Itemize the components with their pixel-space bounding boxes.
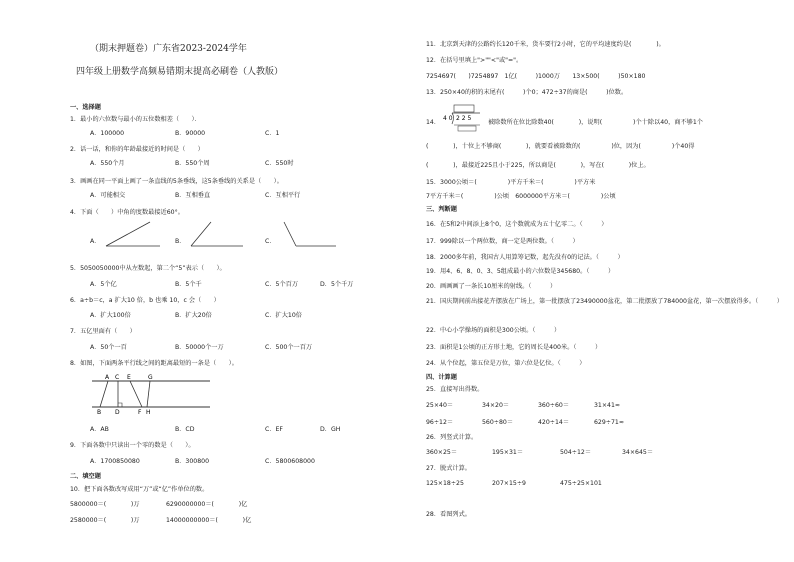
q10-row1-a: 5800000＝( )万: [70, 501, 140, 508]
q8-option-b: B．CD: [175, 426, 195, 433]
calc2-item: 629÷71≈: [594, 419, 625, 426]
section-choice: 一、选择题: [70, 104, 101, 111]
q14-divisor: 4 0: [443, 115, 453, 122]
title-line-2: 四年级上册数学高频易错期末提高必刷卷（人教版）: [76, 67, 284, 77]
q7-option-c: C．500个一百万: [265, 344, 313, 351]
question-11: 11．北京到天津的公路约长120千米，货车要行2小时，它的平均速度约是( )。: [426, 41, 665, 48]
section-calc: 四、计算题: [426, 374, 457, 381]
q1-option-b: B．90000: [175, 130, 206, 137]
question-7: 7．五亿里面有（ ）: [70, 328, 136, 335]
left-column: [70, 0, 390, 562]
q1-option-a: A．100000: [90, 130, 125, 137]
q8-option-a: A．AB: [90, 426, 109, 433]
q5-option-d: D．5个千万: [320, 281, 354, 288]
calc3-item: 34×645＝: [622, 449, 654, 456]
question-4: 4．下面（ ）中角的度数最接近60°。: [70, 209, 184, 216]
calc3-item: 504÷12＝: [560, 449, 592, 456]
q8-parallel-lines-figure: [92, 374, 212, 414]
q4-option-b: B．: [175, 238, 186, 245]
question-13: 13．250×40的积的末尾有( )个0；472÷37的商是( )位数。: [426, 89, 628, 96]
q7-option-a: A．50个一百: [90, 344, 127, 351]
question-2: 2．话一话，和你的年龄最接近的时间是（ ）: [70, 146, 204, 153]
question-10: 10．把下面各数改写成用“万”或“亿”作单位的数。: [70, 486, 209, 493]
question-21: 21．国庆期间前出接花卉摆放在广场上，第一批摆放了23490000盆花，第二批摆放了784000盆花，第一次摆放得多。（ ）: [426, 298, 783, 305]
calc3-item: 360×25＝: [426, 449, 458, 456]
q6-option-a: A．扩大100倍: [90, 312, 131, 319]
calc4-item: 125×18÷25: [426, 480, 464, 487]
question-16: 16．在5和2中间添上8个0，这个数就成为五十亿零二。（ ）: [426, 221, 608, 228]
question-18: 18．2000多年前，我国古人用算筹记数，起先没有0的记法。（ ）: [426, 254, 624, 261]
question-20: 20．画画画了一条长10厘米的射线。（ ）: [426, 283, 557, 290]
q2-option-a: A．550个月: [90, 160, 125, 167]
question-6: 6．a÷b＝c，a 扩大10 倍，b 也乘 10，c 会（ ）: [70, 297, 220, 304]
q10-row1-b: 6290000000＝( )亿: [166, 501, 248, 508]
question-15-a: 15．3000公顷＝( )平方千米＝( )平方米: [426, 179, 596, 186]
question-15-b: 7平方千米＝( )公顷 6000000平方米＝( )公顷: [426, 193, 616, 200]
q4-option-c: C．: [265, 238, 276, 245]
point-e: E: [127, 374, 131, 381]
calc1-item: 25×40＝: [426, 402, 454, 409]
question-28: 28．看图列式。: [426, 511, 471, 518]
point-g: G: [148, 374, 153, 381]
calc3-item: 195×31＝: [492, 449, 524, 456]
calc1-item: 360÷60＝: [538, 402, 570, 409]
question-25: 25．直接写出得数。: [426, 386, 484, 393]
q9-option-c: C．5800608000: [265, 458, 315, 465]
question-19: 19．用4、6、8、0、3、5组成最小的六位数是345680。（ ）: [426, 268, 615, 275]
q3-option-a: A．可能相交: [90, 192, 126, 199]
calc1-item: 34×20＝: [482, 402, 510, 409]
q5-option-c: C．5个百万: [265, 281, 299, 288]
calc1-item: 31×41≈: [594, 402, 621, 409]
question-26: 26．列竖式计算。: [426, 434, 478, 441]
q9-option-b: B．300800: [175, 458, 210, 465]
q2-option-c: C．550时: [265, 160, 294, 167]
q4-angle-b-figure: [187, 218, 247, 250]
q4-angle-c-figure: [278, 218, 338, 250]
calc2-item: 560÷80＝: [482, 419, 514, 426]
q10-row2-a: 2580000＝( )万: [70, 517, 140, 524]
question-27: 27．脱式计算。: [426, 465, 471, 472]
question-8: 8．如图，下面两条平行线之间的距离最短的一条是（ ）。: [70, 360, 238, 367]
q5-option-b: B．5个千: [175, 281, 202, 288]
q4-angle-a-figure: [104, 218, 164, 250]
calc2-item: 420÷14＝: [538, 419, 570, 426]
q1-option-c: C．1: [265, 130, 280, 137]
question-1: 1．最小的六位数与最小的五位数相差（ ）．: [70, 116, 201, 123]
question-9: 9．下面各数中只读出一个零的数是（ ）。: [70, 442, 195, 449]
calc4-item: 475÷25×101: [560, 480, 602, 487]
q14-line-c: ( )，最接近225且小于225，所以商是( )，写在( )位上。: [426, 162, 650, 169]
q4-option-a: A．: [90, 238, 101, 245]
q9-option-a: A．1700850080: [90, 458, 140, 465]
calc2-item: 96÷12＝: [426, 419, 454, 426]
q14-dividend: 2 2 5: [456, 115, 472, 122]
point-h: H: [146, 409, 151, 414]
right-column: [426, 0, 786, 562]
section-fill-blank: 二、填空题: [70, 473, 101, 480]
q8-option-c: C．EF: [265, 426, 283, 433]
question-3: 3．画画在同一平面上画了一条直线的5条垂线，这5条垂线的关系是（ ）。: [70, 178, 283, 185]
q6-option-b: B．扩大20倍: [175, 312, 212, 319]
q14-line-b: ( )，十位上不够商( )，就要看被除数的( )位，因为( )个40得: [426, 143, 695, 150]
point-d: D: [115, 409, 120, 414]
question-24: 24．从个位起，第五位是万位，第六位是亿位。（ ）: [426, 360, 586, 367]
q3-option-b: B．互相垂直: [175, 192, 211, 199]
question-14-number: 14．: [426, 119, 441, 126]
q5-option-a: A．5个亿: [90, 281, 117, 288]
title-line-1: （期末押题卷）广东省2023-2024学年: [90, 44, 247, 54]
calc4-item: 207×15÷9: [492, 480, 526, 487]
q10-row2-b: 14000000000＝( )亿: [166, 517, 252, 524]
q3-option-c: C．互相平行: [265, 192, 301, 199]
point-f: F: [138, 409, 142, 414]
q14-long-division-figure: [442, 104, 486, 132]
q6-option-c: C．扩大10倍: [265, 312, 302, 319]
question-23: 23．面积是1公顷的正方形土地，它的周长是400米。（ ）: [426, 344, 602, 351]
q14-line-a: 被除数所在位比除数40( )，说明( )个十除以40，商不够1个: [488, 119, 703, 126]
question-12: 12．在括号里填上">""<"或"="。: [426, 57, 523, 64]
question-5: 5．5050050000中从左数起，第二个“5”表示（ ）。: [70, 265, 226, 272]
q8-option-d: D．GH: [320, 426, 341, 433]
point-a: A: [105, 374, 110, 381]
point-c: C: [115, 374, 120, 381]
q2-option-b: B．550个周: [175, 160, 210, 167]
q12-compare-row: 7254697( )7254897 1亿( )1000万 13×500( )50×180: [426, 73, 646, 80]
q7-option-b: B．50000个一万: [175, 344, 224, 351]
point-b: B: [97, 409, 102, 414]
question-22: 22．中心小学操场的面积是300公顷。（ ）: [426, 327, 561, 334]
section-judge: 三、判断题: [426, 206, 457, 213]
question-17: 17．999除以一个两位数，商一定是两位数。（ ）: [426, 238, 579, 245]
